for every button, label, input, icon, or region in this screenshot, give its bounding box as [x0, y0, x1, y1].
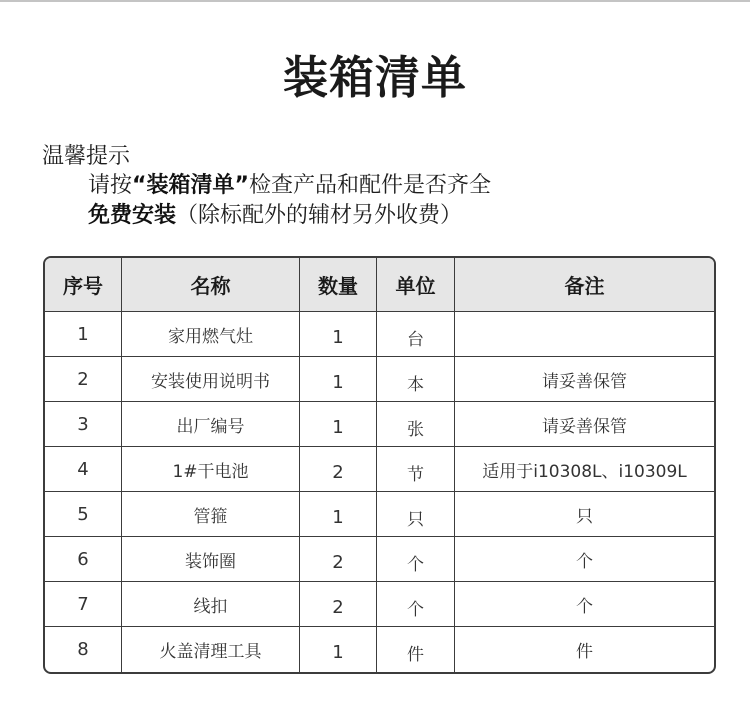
cell-unit: 个: [377, 537, 455, 581]
cell-no: 3: [45, 402, 122, 446]
cell-no: 4: [45, 447, 122, 491]
cell-qty: 2: [300, 447, 377, 491]
cell-note: 适用于i10308L、i10309L: [482, 461, 687, 482]
tips-line-install-suffix: （除标配外的辅材另外收费）: [176, 203, 463, 228]
cell-no: 6: [45, 537, 122, 581]
tips-line-check-suffix: 检查产品和配件是否齐全: [248, 173, 491, 198]
cell-no: 5: [45, 492, 122, 536]
cell-note: 个: [576, 551, 593, 572]
table-row: [45, 627, 714, 672]
cell-name: 管箍: [122, 492, 300, 536]
cell-note: 件: [576, 642, 593, 662]
cell-unit: 节: [377, 447, 455, 491]
cell-note: 只: [576, 506, 593, 527]
cell-no: 1: [45, 312, 122, 356]
cell-no: 8: [45, 627, 122, 672]
table-row: [45, 582, 714, 627]
header-cell-qty: 数量: [300, 258, 377, 311]
tips-line-install-highlight: 免费安装: [88, 203, 177, 228]
header-cell-name: 名称: [122, 258, 300, 311]
cell-qty: 2: [300, 582, 377, 626]
tips-line-install: [88, 203, 462, 229]
cell-qty: 1: [300, 402, 377, 446]
cell-name: 出厂编号: [122, 402, 300, 446]
tips-line-check: [88, 173, 491, 199]
cell-name: 家用燃气灶: [122, 312, 300, 356]
page-title: 装箱清单: [282, 51, 467, 104]
cell-name: 1#干电池: [122, 447, 300, 491]
cell-note: 个: [576, 596, 593, 617]
header-cell-unit: 单位: [377, 258, 455, 311]
header-cell-note: 备注: [564, 274, 605, 298]
cell-name: 安装使用说明书: [122, 357, 300, 401]
cell-name: 线扣: [122, 582, 300, 626]
header-cell-no: 序号: [45, 258, 122, 311]
tips-line-check-highlight: “装箱清单”: [132, 173, 249, 198]
cell-qty: 1: [300, 492, 377, 536]
table-row: [45, 447, 714, 492]
table-row: [45, 357, 714, 402]
cell-no: 7: [45, 582, 122, 626]
cell-unit: 个: [377, 582, 455, 626]
cell-no: 2: [45, 357, 122, 401]
cell-note: [455, 312, 714, 356]
table-row: [45, 312, 714, 357]
cell-unit: 只: [377, 492, 455, 536]
tips-heading: 温馨提示: [42, 144, 131, 169]
cell-unit: 件: [377, 627, 455, 672]
table-row: [45, 492, 714, 537]
top-divider: [0, 0, 750, 2]
cell-qty: 1: [300, 357, 377, 401]
cell-qty: 2: [300, 537, 377, 581]
packing-list-table: [43, 256, 716, 674]
cell-unit: 本: [377, 357, 455, 401]
cell-note: 请妥善保管: [542, 371, 627, 392]
cell-unit: 张: [377, 402, 455, 446]
cell-qty: 1: [300, 312, 377, 356]
table-row: [45, 402, 714, 447]
table-header-row: [45, 258, 714, 312]
cell-name: 火盖清理工具: [122, 627, 300, 672]
tips-line-check-prefix: 请按: [88, 173, 133, 198]
cell-unit: 台: [377, 312, 455, 356]
cell-name: 装饰圈: [122, 537, 300, 581]
cell-note: 请妥善保管: [542, 416, 627, 437]
cell-qty: 1: [300, 627, 377, 672]
table-row: [45, 537, 714, 582]
